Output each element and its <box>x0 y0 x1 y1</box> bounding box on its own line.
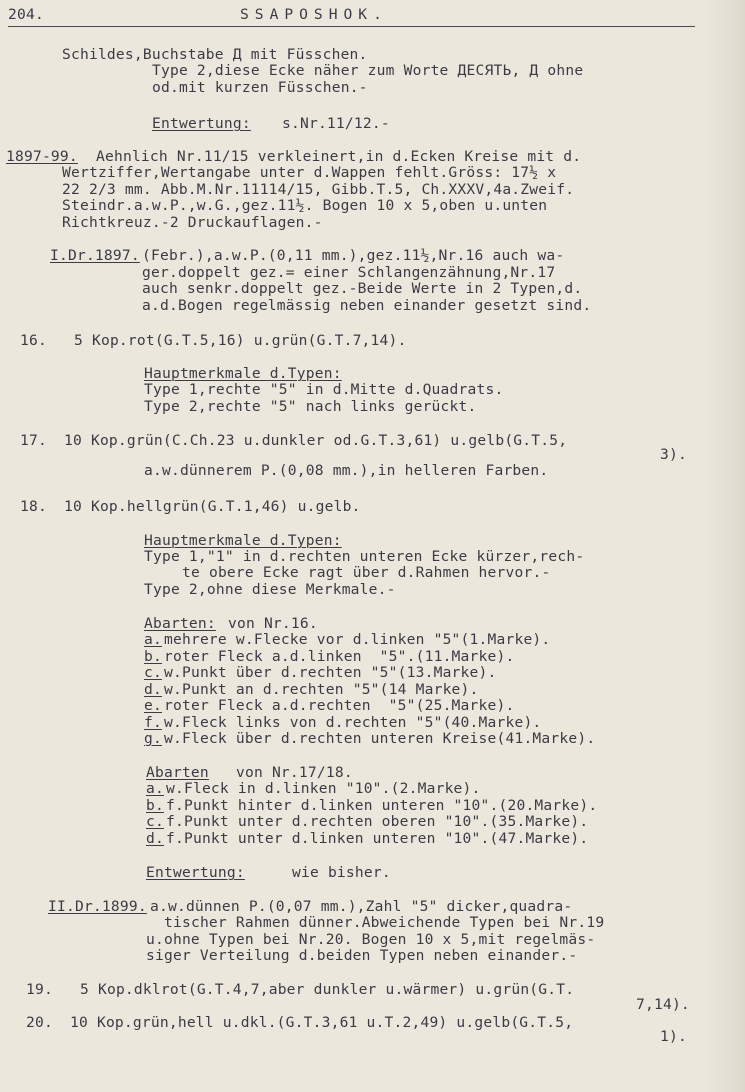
variant-text: f.Punkt unter d.linken unteren "10".(47.Marke). <box>166 830 589 847</box>
text-line: wie bisher. <box>292 864 391 881</box>
text-line: Type 2,diese Ecke näher zum Worte ДЕСЯТЬ, Д ohne <box>152 62 584 79</box>
text-line: Schildes,Buchstabe Д mit Füsschen. <box>62 46 368 63</box>
text-line: von Nr.16. <box>228 615 318 632</box>
druck-heading: I.Dr.1897. <box>50 247 140 264</box>
text-line: Richtkreuz.-2 Druckauflagen.- <box>62 214 323 231</box>
abarten-heading: Abarten <box>146 764 209 781</box>
catalog-entry: 10 Kop.grün,hell u.dkl.(G.T.3,61 u.T.2,49) u.gelb(G.T.5, <box>70 1014 574 1031</box>
text-line: a.w.dünnen P.(0,07 mm.),Zahl "5" dicker,quadra- <box>150 898 573 915</box>
variant-letter: d. <box>144 681 162 698</box>
page-edge-shadow <box>705 0 745 1092</box>
text-line: 7,14). <box>636 996 690 1013</box>
entwertung-heading: Entwertung: <box>146 864 245 881</box>
text-line: Type 2,ohne diese Merkmale.- <box>144 581 396 598</box>
variant-letter: a. <box>146 780 164 797</box>
entwertung-heading: Entwertung: <box>152 115 251 132</box>
variant-letter: b. <box>146 797 164 814</box>
variant-text: f.Punkt hinter d.linken unteren "10".(20.Marke). <box>166 797 598 814</box>
variant-letter: e. <box>144 697 162 714</box>
header-rule <box>8 26 695 27</box>
text-line: 3). <box>660 446 687 463</box>
text-line: Steindr.a.w.P.,w.G.,gez.11½. Bogen 10 x 5,oben u.unten <box>62 197 548 214</box>
variant-text: w.Punkt über d.rechten "5"(13.Marke). <box>164 664 497 681</box>
text-line: von Nr.17/18. <box>236 764 353 781</box>
text-line: Type 1,"1" in d.rechten unteren Ecke kürzer,rech- <box>144 548 585 565</box>
text-line: a.w.dünnerem P.(0,08 mm.),in helleren Farben. <box>144 462 549 479</box>
variant-text: f.Punkt unter d.rechten oberen "10".(35.Marke). <box>166 813 589 830</box>
running-title: SSAPOSHOK. <box>240 6 388 23</box>
text-line: s.Nr.11/12.- <box>282 115 390 132</box>
text-line: ger.doppelt gez.= einer Schlangenzähnung,Nr.17 <box>142 264 556 281</box>
text-line: tischer Rahmen dünner.Abweichende Typen bei Nr.19 <box>164 914 605 931</box>
catalog-entry: 5 Kop.rot(G.T.5,16) u.grün(G.T.7,14). <box>74 332 407 349</box>
section-year-heading: 1897-99. <box>6 148 78 165</box>
page-number: 204. <box>8 6 44 23</box>
variant-letter: g. <box>144 730 162 747</box>
variant-letter: c. <box>146 813 164 830</box>
druck-heading: II.Dr.1899. <box>48 898 147 915</box>
variant-text: roter Fleck a.d.linken "5".(11.Marke). <box>164 648 515 665</box>
variant-letter: f. <box>144 714 162 731</box>
text-line: Wertziffer,Wertangabe unter d.Wappen fehlt.Gröss: 17½ x <box>62 164 557 181</box>
abarten-heading: Abarten: <box>144 615 216 632</box>
variant-text: w.Punkt an d.rechten "5"(14 Marke). <box>164 681 479 698</box>
types-heading: Hauptmerkmale d.Typen: <box>144 365 342 382</box>
catalog-number: 17. <box>20 432 47 449</box>
variant-text: w.Fleck über d.rechten unteren Kreise(41.Marke). <box>164 730 596 747</box>
variant-text: roter Fleck a.d.rechten "5"(25.Marke). <box>164 697 515 714</box>
variant-text: w.Fleck links von d.rechten "5"(40.Marke). <box>164 714 542 731</box>
catalog-number: 18. <box>20 498 47 515</box>
variant-text: mehrere w.Flecke vor d.linken "5"(1.Marke). <box>164 631 551 648</box>
catalog-number: 20. <box>26 1014 53 1031</box>
catalog-entry: 10 Kop.grün(C.Ch.23 u.dunkler od.G.T.3,61) u.gelb(G.T.5, <box>64 432 568 449</box>
variant-letter: a. <box>144 631 162 648</box>
catalog-entry: 5 Kop.dklrot(G.T.4,7,aber dunkler u.wärmer) u.grün(G.T. <box>80 981 575 998</box>
text-line: u.ohne Typen bei Nr.20. Bogen 10 x 5,mit regelmäs- <box>146 931 596 948</box>
text-line: Type 1,rechte "5" in d.Mitte d.Quadrats. <box>144 381 504 398</box>
text-line: 22 2/3 mm. Abb.M.Nr.11114/15, Gibb.T.5, Ch.XXXV,4a.Zweif. <box>62 181 575 198</box>
text-line: Type 2,rechte "5" nach links gerückt. <box>144 398 477 415</box>
text-line: Aehnlich Nr.11/15 verkleinert,in d.Ecken Kreise mit d. <box>96 148 582 165</box>
catalog-number: 19. <box>26 981 53 998</box>
types-heading: Hauptmerkmale d.Typen: <box>144 532 342 549</box>
catalog-entry: 10 Kop.hellgrün(G.T.1,46) u.gelb. <box>64 498 361 515</box>
catalog-number: 16. <box>20 332 47 349</box>
text-line: te obere Ecke ragt über d.Rahmen hervor.- <box>182 564 551 581</box>
text-line: auch senkr.doppelt gez.-Beide Werte in 2 Typen,d. <box>142 280 583 297</box>
text-line: 1). <box>660 1028 687 1045</box>
text-line: (Febr.),a.w.P.(0,11 mm.),gez.11½,Nr.16 auch wa- <box>142 247 565 264</box>
text-line: siger Verteilung d.beiden Typen neben einander.- <box>146 947 578 964</box>
text-line: od.mit kurzen Füsschen.- <box>152 79 368 96</box>
variant-letter: c. <box>144 664 162 681</box>
variant-letter: d. <box>146 830 164 847</box>
variant-text: w.Fleck in d.linken "10".(2.Marke). <box>166 780 481 797</box>
variant-letter: b. <box>144 648 162 665</box>
text-line: a.d.Bogen regelmässig neben einander gesetzt sind. <box>142 297 592 314</box>
